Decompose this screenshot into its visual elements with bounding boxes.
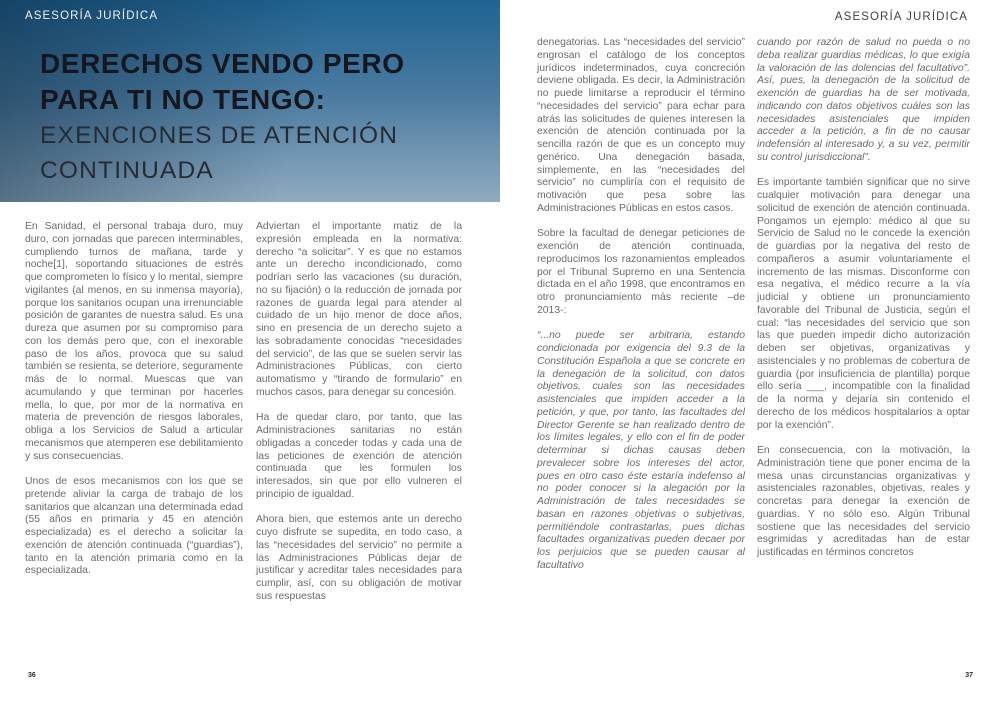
paragraph: Sobre la facultad de denegar peticiones de exención de atención continuada, reproducimos los razonamientos empleados por el Tribunal Supremo en una Sentencia dictada en el año 1998, que encontramos en otro pronunciamiento más reciente –de 2013-: [537,228,745,316]
paragraph: Adviertan el importante matiz de la expresión empleada en la normativa: derecho “a solicitar”. Y es que no estamos ante un derecho incondicionado, como podrían serlo las vacaciones (su duración, no su fijación) o la reducción de jornada por razones de guarda legal para atender al cuidado de un hijo menor de doce años, sino en presencia de un derecho sujeto a las sobradamente conocidas “necesidades del servicio”, de las que se suelen servir las Administraciones Públicas, con cierto automatismo y “tirando de formulario” en muchos casos, para denegar su concesión. [256,221,462,398]
paragraph: Es importante también significar que no sirve cualquier motivación para denegar una solicitud de exención de atención continuada. Pongamos un ejemplo: médico al que su Servicio de Salud no le concede la exención de guardias por la negativa del resto de compañeros a asumir voluntariamente el incremento de las mismas. Disconforme con esa negativa, el médico recurre a la vía judicial y obtiene un pronunciamiento favorable del Tribunal de Justicia, según el cual: “las necesidades del servicio que son las que pueden impedir dicho autorización deben ser objetivas, organizativas y asistenciales y no problemas de cobertura de guardia (por insuficiencia de plantilla) porque ello sería ___, incompatible con la finalidad de la norma y dejaría sin contenido el derecho de los médicos hospitalarios a optar por la exención”. [757,177,970,431]
right-page-columns [537,37,970,585]
article-subtitle-line-1: EXENCIONES DE ATENCIÓN [40,122,399,149]
paragraph: cuando por razón de salud no pueda o no deba realizar guardias médicas, lo que exigía la valoración de las dolencias del facultativo”. Así, pues, la denegación de la solicitud de exención de guardias ha de ser motivada, indicando con datos objetivos cuáles son las necesidades asistenciales que impiden acceder a la petición, a fin de no causar indefensión al interesado y, a su vez, permitir su control jurisdiccional”. [757,37,970,163]
paragraph: “...no puede ser arbitraria, estando condicionada por exigencia del 9.3 de la Constitución Española a que se concrete en la denegación de la solicitud, con datos objetivos, cuales son las necesidades asistenciales que impiden acceder a la petición, y que, por tanto, las facultades del Director Gerente se han realizado dentro de los límites legales, y ello con el fin de poder determinar si dichas causas deben prevalecer sobre los intereses del actor, pues en otro caso éste estaría indefenso al no poder conocer si la alegación por la Administración de tales necesidades se basan en razones objetivas o subjetivas, permitiéndole contrastarlas, pues dichas facultades organizativas pueden decaer por los perjuicios que se pueden causar al facultativo [537,330,745,571]
section-kicker-left: ASESORÍA JURÍDICA [25,10,159,22]
section-kicker-right: ASESORÍA JURÍDICA [834,11,968,23]
article-title-block [40,46,405,188]
article-title-line-2: PARA TI NO TENGO: [40,84,326,115]
text-column-3 [537,37,745,585]
page-right [500,0,1000,707]
paragraph: Unos de esos mecanismos con los que se pretende aliviar la carga de trabajo de los sanitarios que alcanzan una determinada edad (55 años en primaria y 45 en atención especializada) es el derecho a solicitar la exención de atención continuada (“guardias”), tanto en la atención primaria como en la especializada. [25,476,243,577]
paragraph: En consecuencia, con la motivación, la Administración tiene que poner encima de la mesa unas circunstancias organizativas y asistenciales razonables, objetivas, reales y concretas para denegar la exención de guardias. Y no sólo eso. Algún Tribunal sostiene que las necesidades del servicio esgrimidas y acreditadas han de estar justificadas en términos concretos [757,445,970,558]
article-title-line-1: DERECHOS VENDO PERO [40,48,405,79]
text-column-4 [757,37,970,585]
left-page-columns [25,221,462,616]
page-number-left: 36 [28,672,36,679]
paragraph: denegatorias. Las “necesidades del servicio” engrosan el catálogo de los conceptos jurídicos indeterminados, cuya concreción deviene obligada. Es decir, la Administración no puede limitarse a reproducir el término “necesidades del servicio” para echar para atrás las solicitudes de quienes interesen la exención de atención continuada por la sencilla razón de que es un concepto muy genérico. Una denegación basada, simplemente, en las “necesidades del servicio” no cumpliría con el requisito de motivación que pesa sobre las Administraciones Públicas en estos casos. [537,37,745,214]
article-subtitle-line-2: CONTINUADA [40,157,214,184]
page-number-right: 37 [965,672,973,679]
paragraph: Ahora bien, que estemos ante un derecho cuyo disfrute se supedita, en todo caso, a las “necesidades del servicio” no permite a las Administraciones Públicas dejar de justificar y acreditar tales necesidades para cumplir, así, con su obligación de motivar sus respuestas [256,514,462,602]
paragraph: Ha de quedar claro, por tanto, que las Administraciones sanitarias no están obligadas a conceder todas y cada una de las peticiones de exención de atención continuada que les formulen los interesados, sin que por ello vulneren el principio de igualdad. [256,412,462,500]
text-column-1 [25,221,243,616]
header-banner [0,0,500,202]
text-column-2 [256,221,462,616]
paragraph: En Sanidad, el personal trabaja duro, muy duro, con jornadas que parecen interminables, cumpliendo turnos de mañana, tarde y noche[1], soportando situaciones de estrés que comprometen lo físico y lo mental, siempre vigilantes (al menos, en su inmensa mayoría), porque los sanitarios ocupan una irrenunciable posición de garantes de nuestra salud. Es una dureza que asumen por su compromiso para con los demás pero que, con el inexorable paso de los años, provoca que su salud también se resienta, se deteriore, seguramente más de lo normal. Muescas que van acumulando y que terminan por hacerles mella, lo que, por mor de la normativa en materia de prevención de riesgos laborales, obliga a los Servicios de Salud a articular mecanismos que atemperen ese debilitamiento y sus consecuencias. [25,221,243,462]
